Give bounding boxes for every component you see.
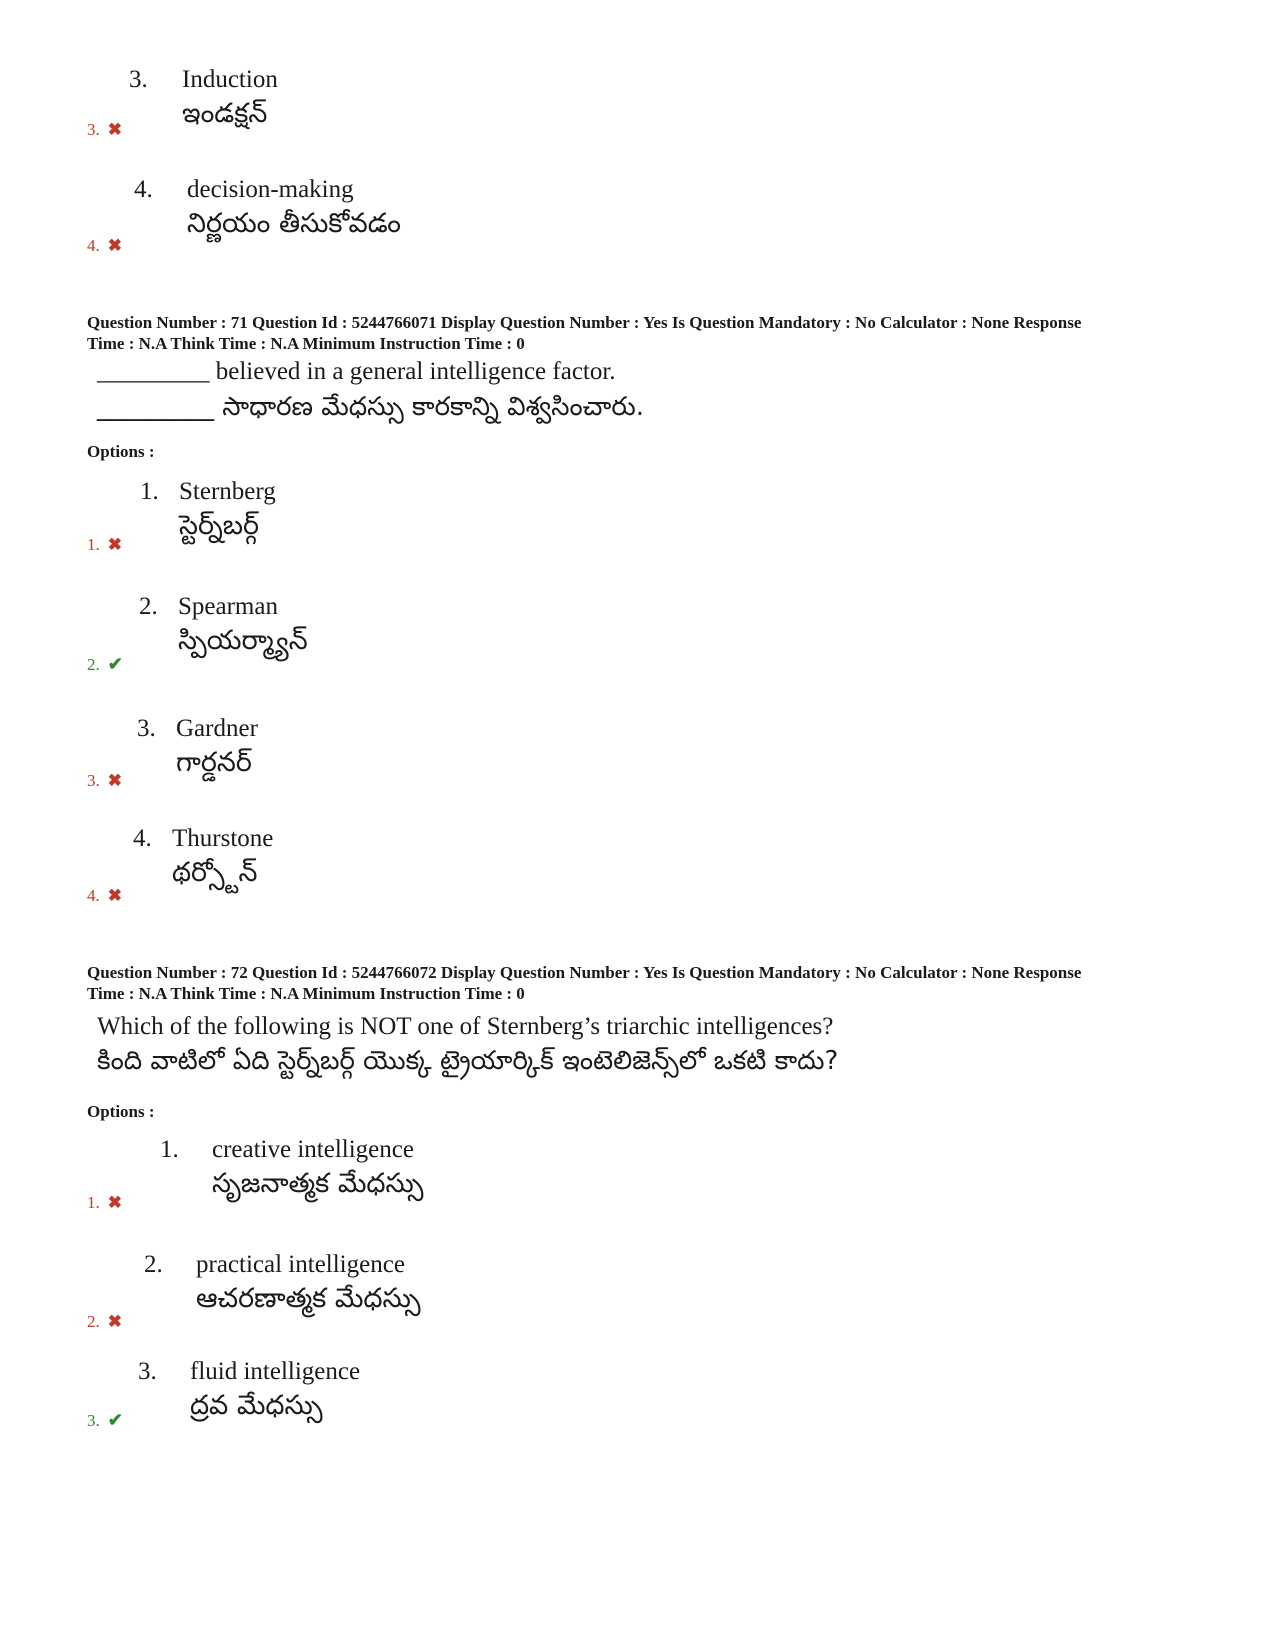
question-meta-line: Question Number : 72 Question Id : 5244766072 Display Question Number : Yes Is Question Mandatory : No Calculator : None Response (87, 963, 1082, 982)
option-text-en: creative intelligence (212, 1136, 414, 1163)
option-marker (87, 886, 122, 906)
option-text-te: గార్డనర్ (176, 747, 252, 778)
option-text-te: సృజనాత్మక మేధస్సు (212, 1168, 424, 1199)
option-number: 2. (144, 1251, 163, 1278)
option-number: 1. (160, 1136, 179, 1163)
check-icon: ✔ (107, 1410, 123, 1430)
question-text-en: Which of the following is NOT one of Sternberg’s triarchic intelligences? (97, 1013, 834, 1040)
option-marker (87, 654, 123, 675)
option-marker (87, 236, 122, 256)
question-text-te: _________ సాధారణ మేధస్సు కారకాన్ని విశ్వసించారు. (97, 392, 644, 422)
option-text-te: నిర్ణయం తీసుకోవడం (187, 208, 401, 239)
option-marker-label: 1. (87, 535, 100, 554)
option-text-te: థర్స్టోన్ (172, 857, 258, 888)
option-number: 3. (129, 66, 148, 93)
option-marker-label: 4. (87, 886, 100, 905)
question-text-te: కింది వాటిలో ఏది స్టెర్న్‌బర్గ్ యొక్క ట్రైయార్కిక్ ఇంటెలిజెన్స్‌లో ఒకటి కాదు? (97, 1046, 839, 1076)
option-text-te: స్పియర్మ్యాన్ (178, 625, 308, 656)
option-text-en: Gardner (176, 715, 258, 742)
question-meta (87, 312, 1207, 354)
check-icon: ✔ (107, 654, 123, 674)
question-meta-line: Question Number : 71 Question Id : 5244766071 Display Question Number : Yes Is Question Mandatory : No Calculator : None Response (87, 313, 1082, 332)
option-number: 3. (138, 1358, 157, 1385)
option-marker-label: 3. (87, 771, 100, 790)
question-text-en: _________ believed in a general intelligence factor. (97, 358, 616, 385)
option-number: 4. (134, 176, 153, 203)
option-marker-label: 4. (87, 236, 100, 255)
option-text-en: Thurstone (172, 825, 274, 852)
option-marker (87, 120, 122, 140)
option-text-en: Spearman (178, 593, 278, 620)
option-text-en: Induction (182, 66, 278, 93)
option-marker (87, 771, 122, 791)
question-meta-line: Time : N.A Think Time : N.A Minimum Instruction Time : 0 (87, 334, 525, 353)
wrong-icon: ✖ (107, 535, 122, 554)
option-text-en: practical intelligence (196, 1251, 405, 1278)
option-marker (87, 535, 122, 555)
option-marker-label: 3. (87, 120, 100, 139)
option-marker (87, 1410, 123, 1431)
option-text-te: స్టెర్న్‌బర్గ్ (179, 510, 260, 541)
option-number: 4. (133, 825, 152, 852)
options-label: Options : (87, 1102, 155, 1121)
wrong-icon: ✖ (107, 771, 122, 790)
wrong-icon: ✖ (107, 236, 122, 255)
option-number: 1. (140, 478, 159, 505)
question-meta-line: Time : N.A Think Time : N.A Minimum Instruction Time : 0 (87, 984, 525, 1003)
wrong-icon: ✖ (107, 120, 122, 139)
option-text-en: decision-making (187, 176, 354, 203)
options-label: Options : (87, 442, 155, 461)
wrong-icon: ✖ (107, 1193, 122, 1212)
option-marker-label: 1. (87, 1193, 100, 1212)
option-marker-label: 2. (87, 655, 100, 674)
option-marker-label: 3. (87, 1411, 100, 1430)
option-text-te: ఆచరణాత్మక మేధస్సు (196, 1283, 421, 1314)
option-text-en: fluid intelligence (190, 1358, 361, 1385)
option-number: 2. (139, 593, 158, 620)
wrong-icon: ✖ (107, 1312, 122, 1331)
option-text-te: ద్రవ మేధస్సు (190, 1390, 323, 1421)
option-text-en: Sternberg (179, 478, 276, 505)
option-text-te: ఇండక్షన్ (182, 98, 268, 129)
option-number: 3. (137, 715, 156, 742)
question-meta (87, 962, 1207, 1004)
wrong-icon: ✖ (107, 886, 122, 905)
option-marker (87, 1312, 122, 1332)
option-marker (87, 1193, 122, 1213)
option-marker-label: 2. (87, 1312, 100, 1331)
